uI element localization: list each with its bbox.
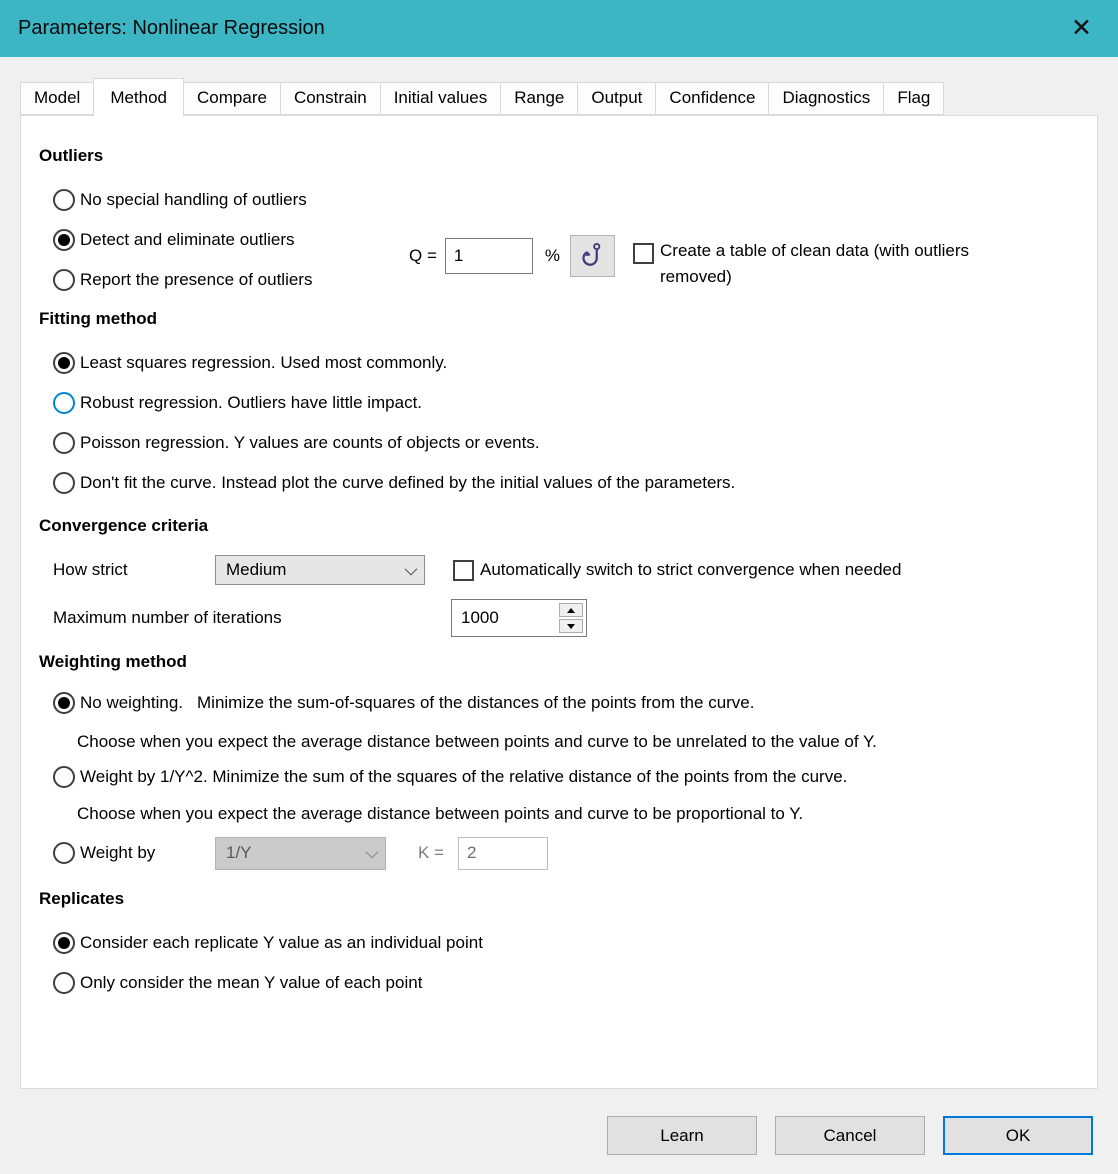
radio-mean-y-value[interactable]: [53, 972, 75, 994]
outliers-heading: Outliers: [39, 146, 104, 165]
weight-relative-note: Choose when you expect the average distance between points and curve to be proportional to Y.: [77, 804, 804, 823]
how-strict-dropdown[interactable]: [215, 555, 425, 585]
chevron-down-icon: [366, 845, 379, 858]
replicates-section: [21, 923, 1097, 1003]
auto-switch-row: [453, 560, 901, 581]
how-strict-value: Medium: [226, 560, 287, 579]
arrow-up-icon: [567, 608, 575, 613]
max-iterations-row: [53, 598, 1097, 638]
radio-label: Consider each replicate Y value as an individual point: [80, 933, 483, 952]
weight-function-value: 1/Y: [226, 843, 252, 862]
tab-initial-values[interactable]: Initial values: [380, 82, 502, 115]
radio-label: Robust regression. Outliers have little impact.: [80, 393, 423, 412]
tab-flag[interactable]: Flag: [883, 82, 944, 115]
percent-label: %: [544, 246, 560, 265]
outliers-section: [21, 180, 1097, 300]
radio-label: No special handling of outliers: [80, 190, 307, 209]
tab-range[interactable]: Range: [500, 82, 578, 115]
tab-output[interactable]: Output: [577, 82, 656, 115]
stepper-up-button[interactable]: [559, 603, 583, 617]
chevron-down-icon: [405, 562, 418, 575]
auto-switch-label: Automatically switch to strict convergence when needed: [480, 560, 902, 579]
fish-hook-icon-button[interactable]: [570, 235, 615, 277]
radio-row-no-special-handling: [53, 180, 1097, 220]
radio-row-no-weighting: [53, 683, 1097, 723]
stepper-down-button[interactable]: [559, 619, 583, 633]
replicates-heading: Replicates: [39, 889, 125, 908]
radio-row-mean-y: [53, 963, 1097, 1003]
how-strict-row: [53, 550, 1097, 590]
radio-label: Detect and eliminate outliers: [80, 230, 295, 249]
q-threshold-cluster: [409, 238, 990, 290]
arrow-down-icon: [567, 624, 575, 629]
footer-button-bar: [0, 1116, 1093, 1155]
tab-model[interactable]: Model: [20, 82, 94, 115]
radio-each-replicate-individual[interactable]: [53, 932, 75, 954]
max-iterations-label: Maximum number of iterations: [53, 608, 282, 627]
radio-label: Report the presence of outliers: [80, 270, 313, 289]
dialog-title: Parameters: Nonlinear Regression: [18, 17, 325, 39]
learn-button[interactable]: Learn: [607, 1116, 757, 1155]
fitting-method-heading: Fitting method: [39, 309, 158, 328]
tab-diagnostics[interactable]: Diagnostics: [768, 82, 884, 115]
radio-dont-fit-curve[interactable]: [53, 472, 75, 494]
radio-robust-regression[interactable]: [53, 392, 75, 414]
radio-poisson-regression[interactable]: [53, 432, 75, 454]
no-weighting-desc: Minimize the sum-of-squares of the distances of the points from the curve.: [197, 693, 755, 712]
convergence-heading: Convergence criteria: [39, 516, 209, 535]
radio-label: Only consider the mean Y value of each point: [80, 973, 423, 992]
radio-label: Don't fit the curve. Instead plot the curve defined by the initial values of the parameters.: [80, 473, 736, 492]
tab-strip: [20, 78, 1098, 115]
k-value-input: [458, 837, 548, 870]
radio-weight-by-1-over-y2[interactable]: [53, 766, 75, 788]
radio-row-poisson: [53, 423, 1097, 463]
method-tab-panel: [20, 115, 1098, 1089]
radio-label: Weight by: [80, 843, 156, 862]
radio-report-presence-outliers[interactable]: [53, 269, 75, 291]
ok-button[interactable]: OK: [943, 1116, 1093, 1155]
radio-row-dont-fit: [53, 463, 1097, 503]
cancel-button[interactable]: Cancel: [775, 1116, 925, 1155]
close-icon[interactable]: ✕: [1071, 14, 1092, 42]
how-strict-label: How strict: [53, 560, 128, 579]
radio-row-each-replicate: [53, 923, 1097, 963]
tab-confidence[interactable]: Confidence: [655, 82, 769, 115]
radio-detect-eliminate-outliers[interactable]: [53, 229, 75, 251]
weighting-heading: Weighting method: [39, 652, 187, 671]
clean-table-checkbox[interactable]: [633, 243, 654, 264]
max-iterations-stepper[interactable]: [451, 599, 587, 637]
tab-compare[interactable]: Compare: [183, 82, 281, 115]
fish-hook-icon: [578, 241, 608, 271]
clean-table-checkbox-row: [633, 238, 990, 290]
radio-row-weight-relative: [53, 757, 1097, 797]
stepper-buttons: [559, 603, 583, 633]
q-value-input[interactable]: [445, 238, 533, 274]
weight-by-label-wrap: [53, 842, 215, 864]
radio-label: Weight by 1/Y^2. Minimize the sum of the squares of the relative distance of the points from the curve.: [80, 767, 848, 786]
radio-row-least-squares: [53, 343, 1097, 383]
convergence-section: [21, 550, 1097, 638]
weight-by-custom-row: [53, 833, 1097, 873]
tab-method[interactable]: Method: [93, 78, 184, 116]
radio-least-squares[interactable]: [53, 352, 75, 374]
weight-function-dropdown: [215, 837, 386, 870]
radio-label: Poisson regression. Y values are counts of objects or events.: [80, 433, 540, 452]
radio-label: Least squares regression. Used most commonly.: [80, 353, 448, 372]
auto-switch-checkbox[interactable]: [453, 560, 474, 581]
tab-constrain[interactable]: Constrain: [280, 82, 381, 115]
radio-label: No weighting.: [80, 693, 184, 712]
no-weighting-note: Choose when you expect the average distance between points and curve to be unrelated to the value of Y.: [77, 732, 877, 751]
max-iterations-value: 1000: [461, 608, 499, 627]
radio-row-robust: [53, 383, 1097, 423]
k-label: K =: [418, 843, 444, 862]
fitting-method-section: [21, 343, 1097, 503]
radio-no-weighting[interactable]: [53, 692, 75, 714]
clean-table-label: Create a table of clean data (with outliers removed): [660, 241, 970, 286]
radio-no-special-handling[interactable]: [53, 189, 75, 211]
dialog-titlebar: [0, 0, 1118, 57]
weighting-section: [21, 683, 1097, 873]
q-label: Q =: [409, 246, 437, 265]
radio-weight-by-custom[interactable]: [53, 842, 75, 864]
